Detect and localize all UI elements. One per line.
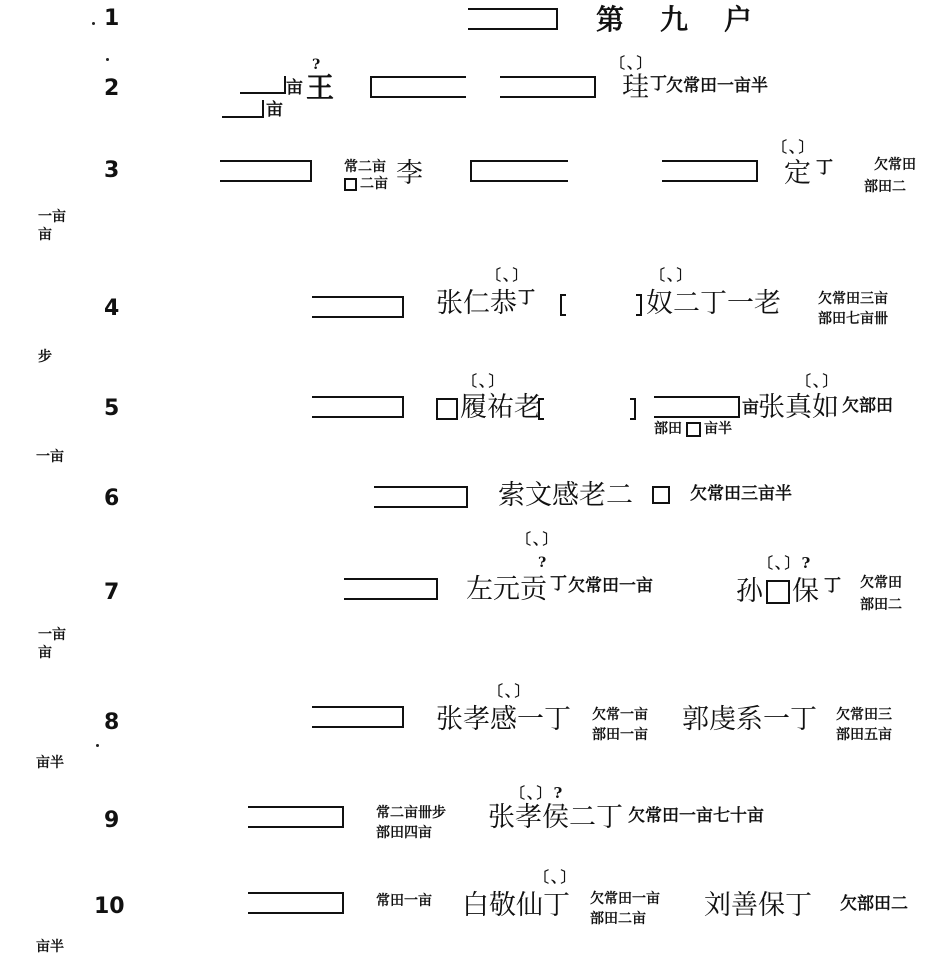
ding-label: 丁: [816, 158, 833, 178]
ding-label: 丁: [824, 576, 841, 596]
person-name: 刘善保丁: [704, 890, 812, 921]
land-record: 欠常田一亩七十亩: [628, 806, 764, 826]
continuation: 一亩: [38, 209, 66, 225]
uncertain-mark: ?: [312, 57, 321, 73]
missing-character: [436, 398, 458, 420]
person-name: 左元贡: [466, 574, 547, 605]
missing-character: [686, 422, 701, 437]
missing-character: [766, 580, 790, 604]
land-note-bottom: 二亩: [360, 176, 388, 192]
lacuna: [248, 806, 344, 828]
line-number: 4: [104, 296, 120, 321]
continuation: 亩: [38, 645, 52, 661]
annotation-mark: 〔、〕: [488, 682, 532, 700]
lacuna: [248, 892, 344, 914]
line-number: 3: [104, 158, 120, 183]
annotation-mark: 〔、〕: [610, 54, 654, 72]
household-title: 第 九 户: [596, 3, 757, 36]
land-record-top: 欠常田: [860, 575, 902, 591]
lacuna: [374, 486, 468, 508]
continuation: 亩半: [36, 939, 64, 955]
lacuna: [500, 76, 596, 98]
land-note-top: 常二亩卌步: [376, 805, 446, 821]
person-name: 白敬仙丁: [462, 890, 570, 921]
land-note: 常田一亩: [376, 893, 432, 909]
person-name: 孙: [736, 576, 763, 607]
missing-character: [652, 486, 670, 504]
land-record-bottom: 部田二: [860, 597, 902, 613]
ink-dot: [96, 744, 99, 747]
ding-label: 丁: [650, 74, 667, 94]
land-note: 亩半: [704, 421, 732, 437]
land-unit: 亩: [286, 78, 303, 98]
land-record: 欠常田一亩半: [666, 76, 768, 96]
continuation: 一亩: [36, 449, 64, 465]
lacuna: [240, 76, 286, 94]
person-name: 珪: [622, 72, 649, 103]
line-number: 6: [104, 486, 120, 511]
line-number: 9: [104, 808, 120, 833]
annotation-mark: 〔、〕: [772, 138, 816, 156]
lacuna: [470, 160, 568, 182]
missing-character: [344, 178, 357, 191]
lacuna: [654, 396, 740, 418]
annotation-mark: 〔、〕?: [510, 784, 565, 802]
bracket-open: [538, 398, 544, 420]
lacuna: [468, 8, 558, 30]
lacuna: [312, 706, 404, 728]
land-record-bottom: 部田一亩: [592, 727, 648, 743]
uncertain-mark: ?: [538, 555, 547, 571]
ding-label: 丁: [518, 288, 535, 308]
land-record: 欠部田二: [840, 894, 908, 914]
land-note: 部田: [654, 421, 682, 437]
land-record-top: 欠常田三: [836, 707, 892, 723]
land-record-top: 欠常田一亩: [590, 891, 660, 907]
annotation-mark: 〔、〕: [486, 266, 530, 284]
surname: 王: [306, 71, 335, 104]
annotation-mark: 〔、〕: [650, 266, 694, 284]
surname: 李: [396, 158, 423, 189]
lacuna: [222, 100, 264, 118]
bracket-close: [630, 398, 636, 420]
person-name: 郭虔系一丁: [682, 704, 817, 735]
line-number: 5: [104, 396, 120, 421]
continuation: 亩半: [36, 755, 64, 771]
land-record: 欠部田: [842, 396, 893, 416]
land-record-bottom: 部田二: [864, 179, 906, 195]
person-name: 保: [792, 576, 819, 607]
person-name: 张孝侯二丁: [488, 802, 623, 833]
annotation-mark: 〔、〕: [462, 372, 506, 390]
lacuna: [662, 160, 758, 182]
land-unit: 亩: [266, 100, 283, 120]
annotation-mark: 〔、〕?: [758, 554, 813, 572]
annotation-mark: 〔、〕: [516, 530, 560, 548]
lacuna: [344, 578, 438, 600]
land-record-bottom: 部田五亩: [836, 727, 892, 743]
land-unit: 亩: [742, 398, 759, 418]
land-record-top: 欠常田: [874, 157, 916, 173]
person-name: 张真如: [758, 392, 839, 423]
bracket-open: [560, 294, 566, 316]
annotation-mark: 〔、〕: [534, 868, 578, 886]
land-record: 欠常田一亩: [568, 576, 653, 596]
line-number: 8: [104, 710, 120, 735]
continuation: 步: [38, 349, 52, 365]
lacuna: [312, 396, 404, 418]
land-record-bottom: 部田七亩卌: [818, 311, 888, 327]
continuation: 亩: [38, 227, 52, 243]
lacuna: [312, 296, 404, 318]
person-name: 奴二丁一老: [646, 288, 781, 319]
land-note-top: 常二亩: [344, 159, 386, 175]
person-name: 索文感老二: [498, 480, 633, 511]
person-name: 张仁恭: [436, 288, 517, 319]
land-note-bottom: 部田四亩: [376, 825, 432, 841]
line-number: 2: [104, 76, 120, 101]
ding-label: 丁: [550, 574, 567, 594]
person-name: 履祐老: [460, 392, 541, 423]
land-record: 欠常田三亩半: [690, 484, 792, 504]
line-number: 7: [104, 580, 120, 605]
person-name: 张孝感一丁: [436, 704, 571, 735]
land-record-top: 欠常一亩: [592, 707, 648, 723]
annotation-mark: 〔、〕: [796, 372, 840, 390]
line-number: 10: [94, 894, 125, 919]
ink-dot: [106, 58, 109, 61]
line-number: 1: [104, 6, 120, 31]
continuation: 一亩: [38, 627, 66, 643]
lacuna: [370, 76, 466, 98]
person-name: 定: [784, 158, 811, 189]
land-record-bottom: 部田二亩: [590, 911, 646, 927]
bracket-close: [636, 294, 642, 316]
land-record-top: 欠常田三亩: [818, 291, 888, 307]
lacuna: [220, 160, 312, 182]
ink-dot: [92, 22, 95, 25]
